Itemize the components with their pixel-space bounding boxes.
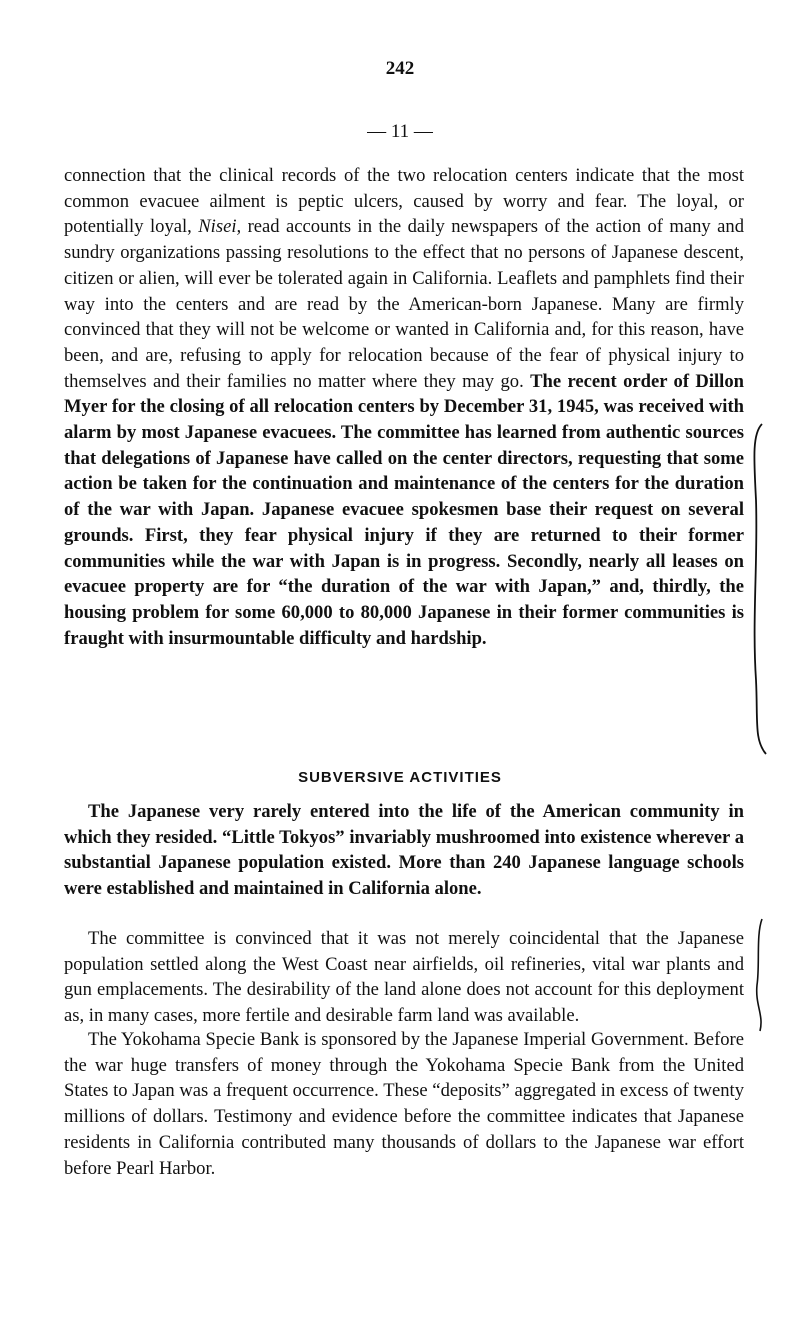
paragraph-little-tokyos: The Japanese very rarely entered into the life of the American community in which they resided. “Little Tokyos” invariably mushroomed into existence wherever a substantial Japanese population existed. More than 240 Japanese language schools were established and maintained in California alone. bbox=[64, 801, 744, 900]
handwritten-margin-bracket-lower bbox=[752, 915, 774, 1035]
paragraph-relocation-centers bbox=[64, 163, 744, 651]
section-heading: SUBVERSIVE ACTIVITIES bbox=[298, 769, 502, 786]
paragraph-lead-text: connection that the clinical records of the two relocation centers indicate that the most common evacuee ailment is peptic ulcers, caused by worry and fear. The loyal, or potentially loyal, bbox=[64, 165, 744, 238]
page-number: 242 bbox=[385, 58, 415, 79]
paragraph-yokohama-specie-bank: The Yokohama Specie Bank is sponsored by the Japanese Imperial Government. Before the war huge transfers of money through the Yokohama Specie Bank from the United States to Japan was a frequent occurrence. These “deposits” aggregated in excess of twenty millions of dollars. Testimony and evidence before the committee indicates that Japanese residents in California contributed many thousands of dollars to the Japanese war effort before Pearl Harbor. bbox=[64, 1029, 744, 1179]
paragraph-west-coast-settlement: The committee is convinced that it was not merely coincidental that the Japanese population settled along the West Coast near airfields, oil refineries, vital war plants and gun emplacements. The desirability of the land alone does not account for this deployment as, in many cases, more fertile and desirable farm land was available. bbox=[64, 928, 744, 1027]
paragraph-middle-text: read accounts in the daily newspapers of the action of many and sundry organizations passing resolutions to the effect that no persons of Japanese descent, citizen or alien, will ever be tolerated again in California. Leaflets and pamphlets find their way into the centers and are read by the American-born Japanese. Many are firmly convinced that they will not be welcome or wanted in California and, for this reason, have been, and are, refusing to apply for relocation because of the fear of physical injury to themselves and their families no matter where they may go. bbox=[64, 216, 744, 392]
emphasized-passage: The recent order of Dillon Myer for the closing of all relocation centers by December 31, 1945, was received with alarm by most Japanese evacuees. The committee has learned from authentic sources that delegations of Japanese have called on the center directors, requesting that some action be taken for the continuation and maintenance of the centers for the duration of the war with Japan. Japanese evacuee spokesmen base their request on several grounds. First, they fear physical injury if they are returned to their former communities while the war with Japan is in progress. Secondly, nearly all leases on evacuee property are for “the duration of the war with Japan,” and, thirdly, the housing problem for some 60,000 to 80,000 Japanese in their former communities is fraught with insurmountable difficulty and hardship. bbox=[64, 370, 744, 649]
nisei-term: Nisei, bbox=[198, 216, 242, 238]
handwritten-margin-bracket-upper bbox=[744, 420, 774, 760]
section-number: — 11 — bbox=[367, 121, 433, 142]
